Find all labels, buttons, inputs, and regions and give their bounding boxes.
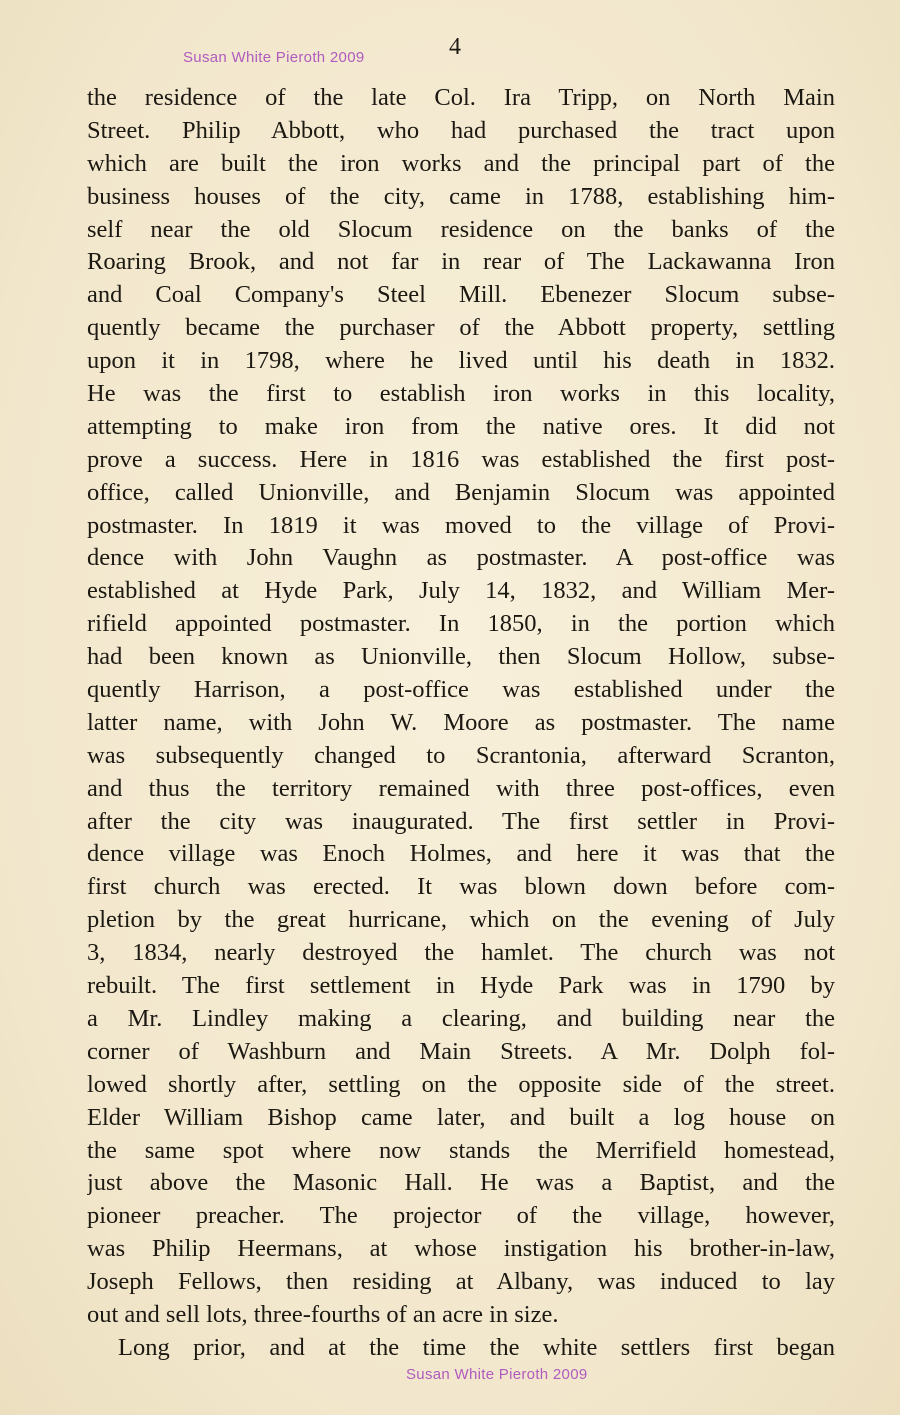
text-line: quently Harrison, a post-office was established under the — [87, 676, 835, 704]
text-line: quently became the purchaser of the Abbott property, settling — [87, 314, 835, 342]
text-line: Elder William Bishop came later, and built a log house on — [87, 1103, 835, 1131]
text-line: business houses of the city, came in 1788, establishing him- — [87, 182, 835, 210]
text-line: first church was erected. It was blown down before com- — [87, 873, 835, 901]
text-line: Long prior, and at the time the white settlers first began — [118, 1333, 835, 1361]
text-line: had been known as Unionville, then Slocum Hollow, subse- — [87, 643, 835, 671]
text-line: established at Hyde Park, July 14, 1832, and William Mer- — [87, 577, 835, 605]
text-line: out and sell lots, three-fourths of an acre in size. — [87, 1300, 559, 1328]
text-line: and Coal Company's Steel Mill. Ebenezer Slocum subse- — [87, 281, 835, 309]
text-line: pioneer preacher. The projector of the village, however, — [87, 1202, 835, 1230]
page-number: 4 — [449, 34, 461, 60]
text-line: Joseph Fellows, then residing at Albany, was induced to lay — [87, 1268, 835, 1296]
text-line: the same spot where now stands the Merrifield homestead, — [87, 1136, 835, 1164]
watermark-bottom: Susan White Pieroth 2009 — [406, 1366, 588, 1383]
text-line: Roaring Brook, and not far in rear of The Lackawanna Iron — [87, 248, 835, 276]
text-line: He was the first to establish iron works in this locality, — [87, 380, 835, 408]
text-line: was subsequently changed to Scrantonia, afterward Scranton, — [87, 741, 835, 769]
text-line: attempting to make iron from the native ores. It did not — [87, 412, 835, 440]
text-line: postmaster. In 1819 it was moved to the village of Provi- — [87, 511, 835, 539]
text-line: lowed shortly after, settling on the opposite side of the street. — [87, 1070, 835, 1098]
text-line: the residence of the late Col. Ira Tripp, on North Main — [87, 84, 835, 111]
text-line: was Philip Heermans, at whose instigation his brother-in-law, — [87, 1235, 835, 1263]
text-line: and thus the territory remained with three post-offices, even — [87, 774, 835, 802]
text-line: a Mr. Lindley making a clearing, and building near the — [87, 1004, 835, 1032]
text-line: which are built the iron works and the principal part of the — [87, 149, 835, 177]
text-line: prove a success. Here in 1816 was established the first post- — [87, 445, 835, 473]
text-line: latter name, with John W. Moore as postmaster. The name — [87, 708, 835, 736]
text-line: Street. Philip Abbott, who had purchased the tract upon — [87, 116, 835, 144]
body-text — [87, 82, 835, 1365]
text-line: rifield appointed postmaster. In 1850, in the portion which — [87, 610, 835, 638]
text-line: dence with John Vaughn as postmaster. A post-office was — [87, 544, 835, 572]
text-line: self near the old Slocum residence on the banks of the — [87, 215, 835, 243]
text-line: just above the Masonic Hall. He was a Baptist, and the — [87, 1169, 835, 1197]
text-line: office, called Unionville, and Benjamin Slocum was appointed — [87, 478, 835, 506]
watermark-top: Susan White Pieroth 2009 — [183, 49, 365, 66]
text-line: upon it in 1798, where he lived until his death in 1832. — [87, 347, 835, 375]
text-line: 3, 1834, nearly destroyed the hamlet. The church was not — [87, 939, 835, 967]
text-line: after the city was inaugurated. The first settler in Provi- — [87, 807, 835, 835]
text-line: dence village was Enoch Holmes, and here it was that the — [87, 840, 835, 868]
text-line: rebuilt. The first settlement in Hyde Park was in 1790 by — [87, 972, 835, 1000]
text-line: corner of Washburn and Main Streets. A Mr. Dolph fol- — [87, 1037, 835, 1065]
text-line: pletion by the great hurricane, which on the evening of July — [87, 906, 835, 934]
